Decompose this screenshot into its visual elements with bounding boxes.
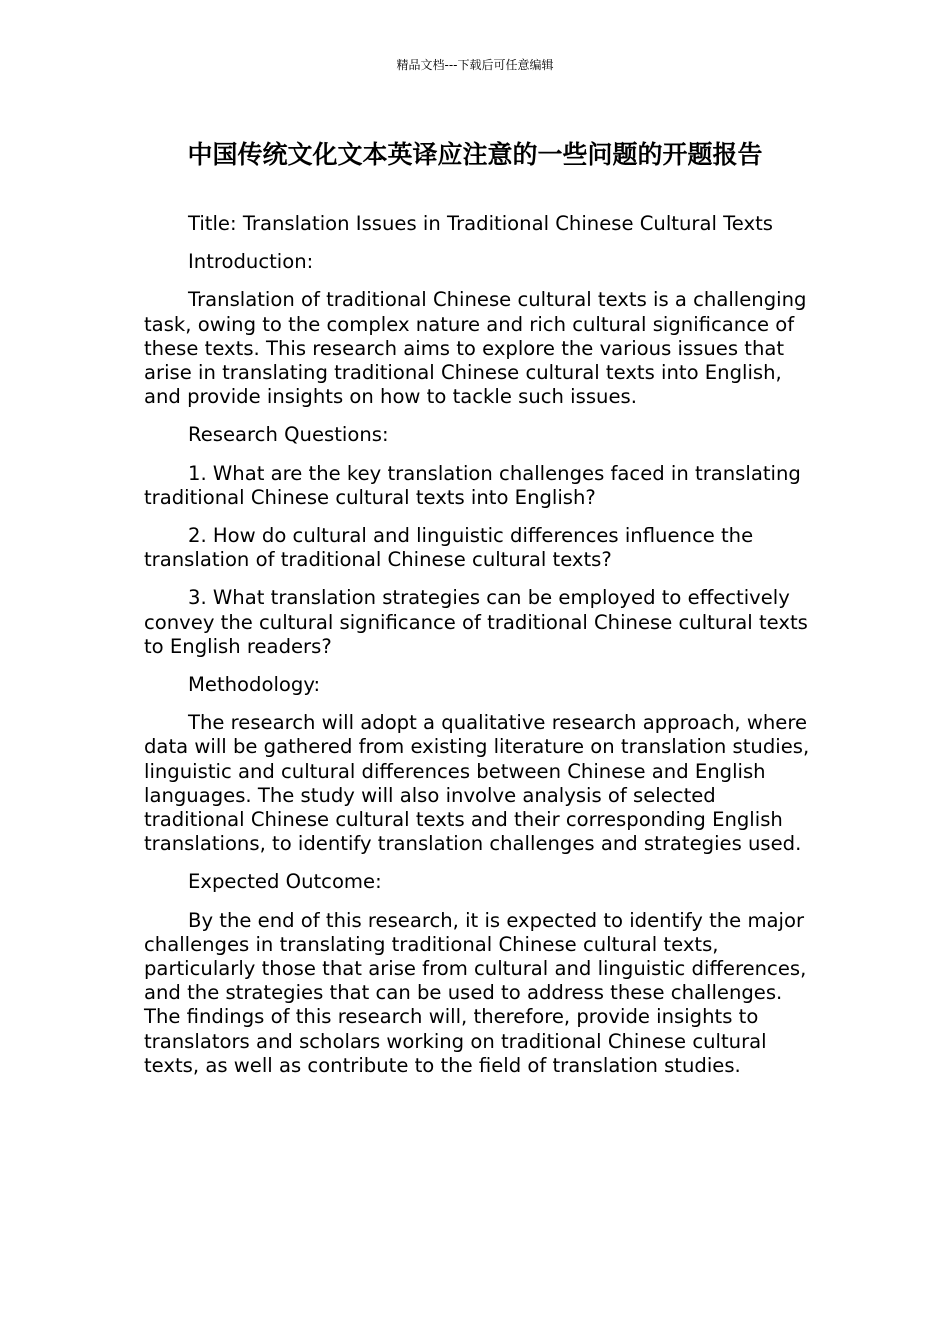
document-body (144, 212, 814, 1092)
title-line: Title: Translation Issues in Traditional Chinese Cultural Texts (188, 212, 773, 235)
methodology-paragraph: The research will adopt a qualitative research approach, where data will be gathered from existing literature on translation studies, linguistic and cultural differences between Chinese and English languages. The study will also involve analysis of selected traditional Chinese cultural texts and their corresponding English translations, to identify translation challenges and strategies used. (144, 711, 810, 856)
section-heading-expected-outcome: Expected Outcome: (188, 870, 382, 894)
section-heading-introduction: Introduction: (188, 250, 314, 274)
section-heading-research-questions: Research Questions: (188, 423, 389, 447)
research-question-2: 2. How do cultural and linguistic differences influence the translation of traditional Chinese cultural texts? (144, 524, 754, 572)
document-title: 中国传统文化文本英译应注意的一些问题的开题报告 (187, 140, 763, 169)
introduction-paragraph: Translation of traditional Chinese cultural texts is a challenging task, owing to the complex nature and rich cultural significance of these texts. This research aims to explore the various issues that arise in translating traditional Chinese cultural texts into English, and provide insights on how to tackle such issues. (144, 288, 807, 409)
section-heading-methodology: Methodology: (188, 673, 321, 697)
research-question-3: 3. What translation strategies can be employed to effectively convey the cultural significance of traditional Chinese cultural texts to English readers? (144, 586, 808, 658)
research-question-1: 1. What are the key translation challenges faced in translating traditional Chinese cultural texts into English? (144, 461, 801, 509)
header-note: 精品文档---下载后可任意编辑 (396, 58, 554, 72)
expected-outcome-paragraph: By the end of this research, it is expected to identify the major challenges in translating traditional Chinese cultural texts, particularly those that arise from cultural and linguistic differences, and the strategies that can be used to address these challenges. The findings of this research will, therefore, provide insights to translators and scholars working on traditional Chinese cultural texts, as well as contribute to the field of translation studies. (144, 908, 807, 1077)
